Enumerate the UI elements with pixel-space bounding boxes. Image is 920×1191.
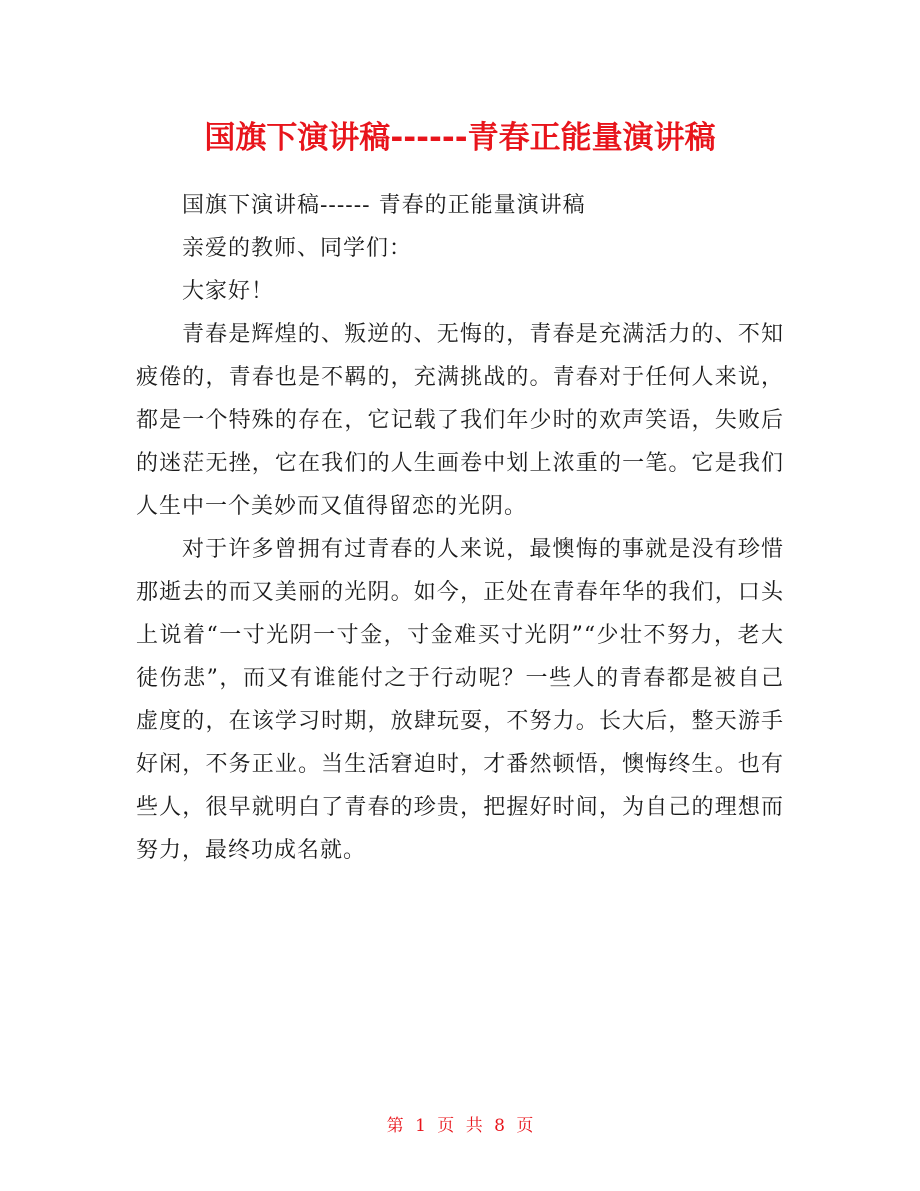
speech-heading-line: 国旗下演讲稿------ 青春的正能量演讲稿 [182, 193, 586, 218]
page-footer: 第 1 页 共 8 页 [386, 1116, 534, 1136]
document-body [136, 184, 784, 872]
body-paragraph: 青春是辉煌的、叛逆的、无悔的，青春是充满活力的、不知疲倦的，青春也是不羁的，充满挑战的。青春对于任何人来说，都是一个特殊的存在，它记载了我们年少时的欢声笑语，失败后的迷茫无挫，它在我们的人生画卷中划上浓重的一笔。它是我们人生中一个美妙而又值得留恋的光阴。 [136, 322, 784, 519]
body-paragraph: 对于许多曾拥有过青春的人来说，最懊悔的事就是没有珍惜那逝去的而又美丽的光阴。如今，正处在青春年华的我们，口头上说着“一寸光阴一寸金，寸金难买寸光阴”“少壮不努力，老大徒伤悲”，而又有谁能付之于行动呢？一些人的青春都是被自己虚度的，在该学习时期，放肆玩耍，不努力。长大后，整天游手好闲，不务正业。当生活窘迫时，才番然顿悟，懊悔终生。也有些人，很早就明白了青春的珍贵，把握好时间，为自己的理想而努力，最终功成名就。 [136, 537, 784, 863]
document-title: 国旗下演讲稿------青春正能量演讲稿 [204, 120, 716, 156]
salutation: 亲爱的教师、同学们： [182, 236, 413, 261]
greeting: 大家好！ [182, 279, 275, 304]
